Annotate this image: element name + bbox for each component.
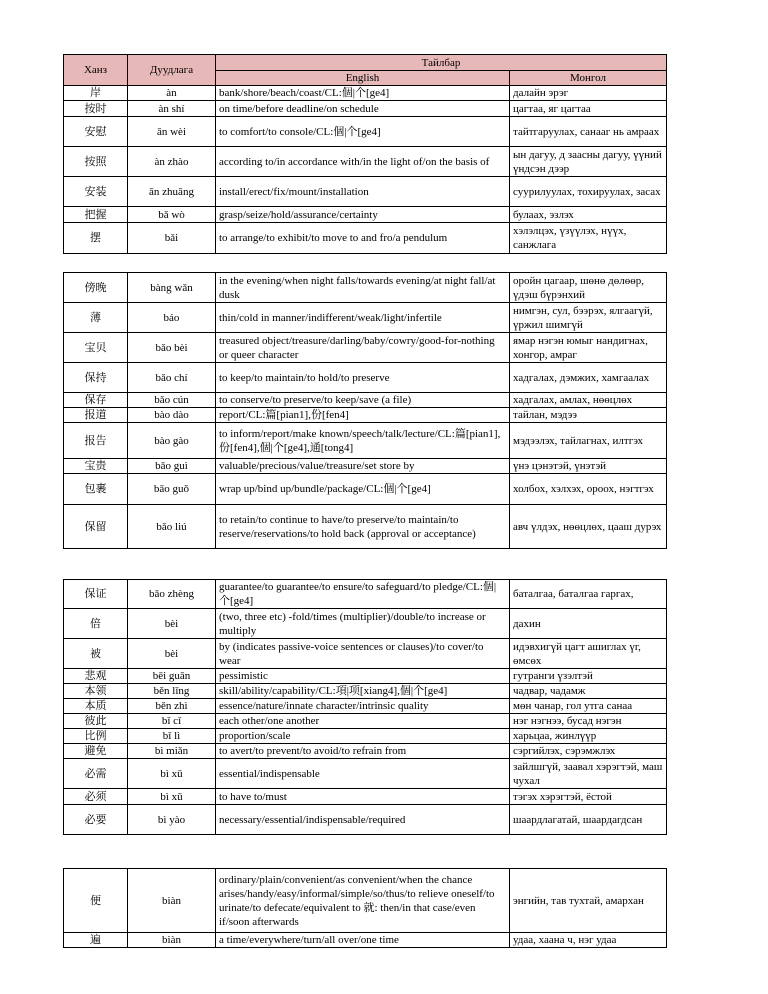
mongol-cell: авч үлдэх, нөөцлөх, цааш дурэх	[510, 505, 667, 549]
pinyin-cell: bào dào	[128, 408, 216, 423]
english-cell: to inform/report/make known/speech/talk/lecture/CL:篇[pian1],份[fen4],個|个[ge4],通[tong4]	[216, 423, 510, 459]
english-cell: each other/one another	[216, 714, 510, 729]
english-cell: treasured object/treasure/darling/baby/cowry/good-for-nothing or queer character	[216, 333, 510, 363]
table-row	[64, 505, 667, 549]
pinyin-cell: bǎo bèi	[128, 333, 216, 363]
hanzi-cell: 保持	[64, 363, 128, 393]
hanzi-cell: 悲观	[64, 669, 128, 684]
hanzi-cell: 被	[64, 639, 128, 669]
table-row	[64, 699, 667, 714]
pinyin-cell: báo	[128, 303, 216, 333]
pinyin-cell: bì xū	[128, 759, 216, 789]
header-pinyin: Дуудлага	[128, 55, 216, 86]
table-row	[64, 363, 667, 393]
mongol-cell: гутранги үзэлтэй	[510, 669, 667, 684]
mongol-cell: энгийн, тав тухтай, амархан	[510, 869, 667, 933]
pinyin-cell: bāo guǒ	[128, 474, 216, 505]
table-row	[64, 684, 667, 699]
english-cell: bank/shore/beach/coast/CL:個|个[ge4]	[216, 86, 510, 101]
hanzi-cell: 比例	[64, 729, 128, 744]
english-cell: report/CL:篇[pian1],份[fen4]	[216, 408, 510, 423]
hanzi-cell: 宝贝	[64, 333, 128, 363]
table-row	[64, 609, 667, 639]
table-row	[64, 177, 667, 207]
table-row	[64, 207, 667, 223]
english-cell: install/erect/fix/mount/installation	[216, 177, 510, 207]
hanzi-cell: 按时	[64, 101, 128, 117]
vocab-table-1	[63, 54, 667, 254]
hanzi-cell: 保留	[64, 505, 128, 549]
pinyin-cell: bǎo chí	[128, 363, 216, 393]
hanzi-cell: 本领	[64, 684, 128, 699]
english-cell: wrap up/bind up/bundle/package/CL:個|个[ge4]	[216, 474, 510, 505]
mongol-cell: шаардлагатай, шаардагдсан	[510, 805, 667, 835]
mongol-cell: тэгэх хэрэгтэй, ёстой	[510, 789, 667, 805]
hanzi-cell: 避免	[64, 744, 128, 759]
table-row	[64, 423, 667, 459]
hanzi-cell: 倍	[64, 609, 128, 639]
hanzi-cell: 摆	[64, 223, 128, 254]
hanzi-cell: 保证	[64, 580, 128, 609]
pinyin-cell: àn	[128, 86, 216, 101]
mongol-cell: хэлэлцэх, үзүүлэх, нүүх, санжлага	[510, 223, 667, 254]
vocab-table-2	[63, 272, 667, 549]
table-row	[64, 580, 667, 609]
pinyin-cell: bǎ wò	[128, 207, 216, 223]
english-cell: grasp/seize/hold/assurance/certainty	[216, 207, 510, 223]
english-cell: to conserve/to preserve/to keep/save (a file)	[216, 393, 510, 408]
mongol-cell: холбох, хэлхэх, ороох, нэгтгэх	[510, 474, 667, 505]
hanzi-cell: 本质	[64, 699, 128, 714]
mongol-cell: удаа, хаана ч, нэг удаа	[510, 933, 667, 948]
hanzi-cell: 便	[64, 869, 128, 933]
hanzi-cell: 把握	[64, 207, 128, 223]
english-cell: thin/cold in manner/indifferent/weak/light/infertile	[216, 303, 510, 333]
english-cell: skill/ability/capability/CL:項|项[xiang4],個|个[ge4]	[216, 684, 510, 699]
mongol-cell: мэдээлэх, тайлагнах, илтгэх	[510, 423, 667, 459]
table-row	[64, 744, 667, 759]
pinyin-cell: bào gào	[128, 423, 216, 459]
english-cell: to keep/to maintain/to hold/to preserve	[216, 363, 510, 393]
mongol-cell: суурилуулах, тохируулах, засах	[510, 177, 667, 207]
pinyin-cell: bēi guān	[128, 669, 216, 684]
table-row	[64, 223, 667, 254]
table-row	[64, 933, 667, 948]
english-cell: a time/everywhere/turn/all over/one time	[216, 933, 510, 948]
mongol-cell: ямар нэгэн юмыг нандигнах, хонгор, амраг	[510, 333, 667, 363]
mongol-cell: сэргийлэх, сэрэмжлэх	[510, 744, 667, 759]
mongol-cell: оройн цагаар, шөнө дөлөөр, үдэш бүрэнхий	[510, 273, 667, 303]
table-row	[64, 147, 667, 177]
table-row	[64, 714, 667, 729]
table-row	[64, 759, 667, 789]
pinyin-cell: bì miǎn	[128, 744, 216, 759]
pinyin-cell: bǐ lì	[128, 729, 216, 744]
mongol-cell: цагтаа, яг цагтаа	[510, 101, 667, 117]
header-explanation: Тайлбар	[216, 55, 667, 71]
table-row	[64, 869, 667, 933]
pinyin-cell: bàng wǎn	[128, 273, 216, 303]
mongol-cell: хадгалах, дэмжих, хамгаалах	[510, 363, 667, 393]
table-row	[64, 86, 667, 101]
hanzi-cell: 彼此	[64, 714, 128, 729]
pinyin-cell: ān zhuāng	[128, 177, 216, 207]
header-hanzi: Ханз	[64, 55, 128, 86]
mongol-cell: нимгэн, сул, бээрэх, ялгаагүй, үржил шимгүй	[510, 303, 667, 333]
table-row	[64, 333, 667, 363]
table-row	[64, 669, 667, 684]
pinyin-cell: bǎi	[128, 223, 216, 254]
hanzi-cell: 必需	[64, 759, 128, 789]
hanzi-cell: 岸	[64, 86, 128, 101]
mongol-cell: үнэ цэнэтэй, үнэтэй	[510, 459, 667, 474]
pinyin-cell: bì xū	[128, 789, 216, 805]
table-row	[64, 474, 667, 505]
english-cell: to retain/to continue to have/to preserve/to maintain/to reserve/reservations/to hold back (approval or acceptance)	[216, 505, 510, 549]
hanzi-cell: 安慰	[64, 117, 128, 147]
hanzi-cell: 报告	[64, 423, 128, 459]
vocab-table-4	[63, 868, 667, 948]
mongol-cell: дахин	[510, 609, 667, 639]
hanzi-cell: 薄	[64, 303, 128, 333]
table-row	[64, 303, 667, 333]
pinyin-cell: bèi	[128, 609, 216, 639]
table-row	[64, 729, 667, 744]
table-row	[64, 273, 667, 303]
english-cell: (two, three etc) -fold/times (multiplier)/double/to increase or multiply	[216, 609, 510, 639]
mongol-cell: идэвхигүй цагт ашиглах үг, өмсөх	[510, 639, 667, 669]
table-row	[64, 408, 667, 423]
english-cell: ordinary/plain/convenient/as convenient/when the chance arises/handy/easy/informal/simple/so/thus/to relieve oneself/to urinate/to defecate/equivalent to 就: then/in that case/even if/soon afterwards	[216, 869, 510, 933]
pinyin-cell: běn lǐng	[128, 684, 216, 699]
pinyin-cell: àn shí	[128, 101, 216, 117]
mongol-cell: тайтгаруулах, санааг нь амраах	[510, 117, 667, 147]
mongol-cell: ын дагуу, д заасны дагуу, үүний үндсэн дээр	[510, 147, 667, 177]
hanzi-cell: 保存	[64, 393, 128, 408]
mongol-cell: нэг нэгнээ, бусад нэгэн	[510, 714, 667, 729]
pinyin-cell: biàn	[128, 869, 216, 933]
english-cell: valuable/precious/value/treasure/set store by	[216, 459, 510, 474]
pinyin-cell: bǎo cún	[128, 393, 216, 408]
table-row	[64, 101, 667, 117]
english-cell: essence/nature/innate character/intrinsic quality	[216, 699, 510, 714]
hanzi-cell: 安装	[64, 177, 128, 207]
table-row	[64, 117, 667, 147]
hanzi-cell: 报道	[64, 408, 128, 423]
table-row	[64, 789, 667, 805]
pinyin-cell: ān wèi	[128, 117, 216, 147]
english-cell: necessary/essential/indispensable/required	[216, 805, 510, 835]
english-cell: according to/in accordance with/in the light of/on the basis of	[216, 147, 510, 177]
mongol-cell: хадгалах, амлах, нөөцлөх	[510, 393, 667, 408]
mongol-cell: далайн эрэг	[510, 86, 667, 101]
hanzi-cell: 必须	[64, 789, 128, 805]
mongol-cell: баталгаа, баталгаа гаргах,	[510, 580, 667, 609]
english-cell: to have to/must	[216, 789, 510, 805]
pinyin-cell: běn zhì	[128, 699, 216, 714]
vocab-table-3	[63, 579, 667, 835]
header-mongol: Монгол	[510, 71, 667, 86]
table-row	[64, 459, 667, 474]
header-english: English	[216, 71, 510, 86]
hanzi-cell: 必要	[64, 805, 128, 835]
english-cell: guarantee/to guarantee/to ensure/to safeguard/to pledge/CL:個|个[ge4]	[216, 580, 510, 609]
english-cell: in the evening/when night falls/towards evening/at night fall/at dusk	[216, 273, 510, 303]
table-row	[64, 639, 667, 669]
hanzi-cell: 包裹	[64, 474, 128, 505]
english-cell: by (indicates passive-voice sentences or clauses)/to cover/to wear	[216, 639, 510, 669]
pinyin-cell: bǎo liú	[128, 505, 216, 549]
mongol-cell: чадвар, чадамж	[510, 684, 667, 699]
english-cell: to comfort/to console/CL:個|个[ge4]	[216, 117, 510, 147]
hanzi-cell: 傍晚	[64, 273, 128, 303]
pinyin-cell: bì yào	[128, 805, 216, 835]
table-row	[64, 805, 667, 835]
english-cell: essential/indispensable	[216, 759, 510, 789]
english-cell: on time/before deadline/on schedule	[216, 101, 510, 117]
pinyin-cell: biàn	[128, 933, 216, 948]
mongol-cell: булаах, эзлэх	[510, 207, 667, 223]
english-cell: to avert/to prevent/to avoid/to refrain from	[216, 744, 510, 759]
mongol-cell: зайлшгүй, заавал хэрэгтэй, маш чухал	[510, 759, 667, 789]
english-cell: to arrange/to exhibit/to move to and fro/a pendulum	[216, 223, 510, 254]
english-cell: pessimistic	[216, 669, 510, 684]
pinyin-cell: àn zhào	[128, 147, 216, 177]
hanzi-cell: 按照	[64, 147, 128, 177]
hanzi-cell: 遍	[64, 933, 128, 948]
pinyin-cell: bǎo zhèng	[128, 580, 216, 609]
pinyin-cell: bǐ cǐ	[128, 714, 216, 729]
mongol-cell: харьцаа, жинлүүр	[510, 729, 667, 744]
table-row	[64, 393, 667, 408]
english-cell: proportion/scale	[216, 729, 510, 744]
pinyin-cell: bèi	[128, 639, 216, 669]
pinyin-cell: bǎo guì	[128, 459, 216, 474]
mongol-cell: тайлан, мэдээ	[510, 408, 667, 423]
hanzi-cell: 宝贵	[64, 459, 128, 474]
mongol-cell: мөн чанар, гол утга санаа	[510, 699, 667, 714]
